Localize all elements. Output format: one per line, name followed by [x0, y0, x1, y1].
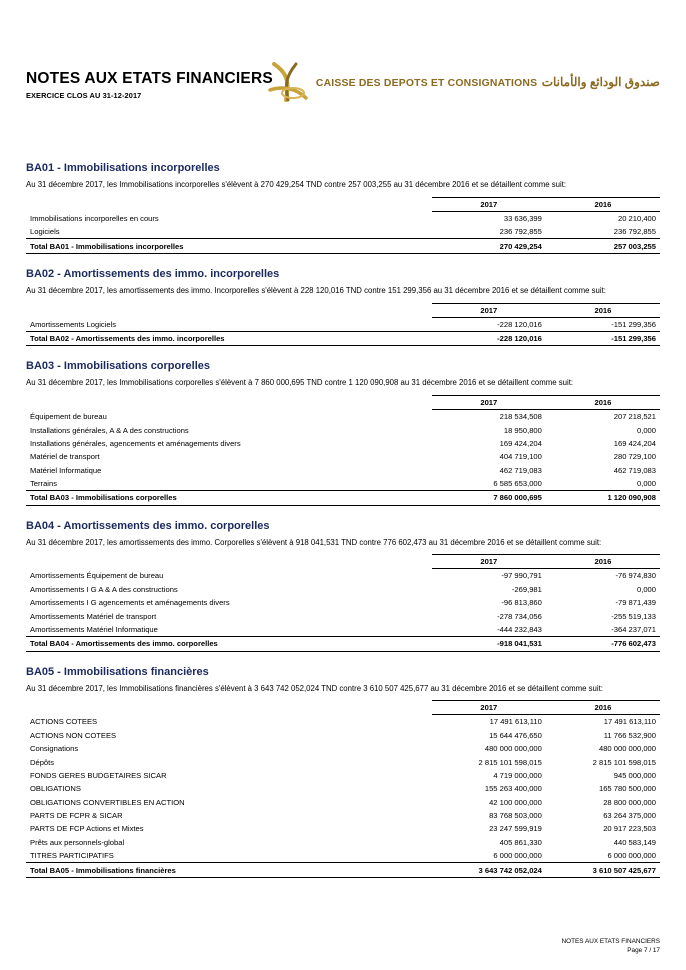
row-value-2016: 17 491 613,110	[603, 717, 656, 727]
table-header-label-cell	[26, 303, 432, 317]
column-header-2016: 2016	[546, 395, 660, 409]
table-header-row	[26, 303, 660, 317]
row-value-2016: 169 424,204	[613, 438, 656, 448]
table-row	[26, 849, 660, 863]
page-content	[26, 0, 660, 970]
row-value-2017: 6 585 653,000	[493, 479, 542, 488]
row-value-2017: 7 860 000,695	[432, 491, 546, 505]
section-intro-text: Au 31 décembre 2017, les Immobilisations financières s'élèvent à 3 643 742 052,024 TND contre 3 610 507 425,677 au 31 décembre 2016 et se détaillent comme suit:	[26, 683, 603, 693]
row-value-2016: 440 583,149	[613, 837, 656, 847]
row-value-2016: 207 218,521	[613, 412, 656, 422]
logo-text	[316, 73, 660, 91]
column-header-2016: 2016	[546, 555, 660, 569]
row-value-2017: 42 100 000,000	[489, 797, 542, 807]
row-value-2016: -76 974,830	[615, 571, 656, 581]
row-value-2016: 0,000	[636, 584, 656, 594]
note-section	[26, 520, 660, 652]
column-header-2017: 2017	[432, 555, 546, 569]
table-row	[26, 211, 660, 225]
column-header-2016: 2016	[546, 197, 660, 211]
financial-table	[26, 303, 660, 347]
row-value-2016: 0,000	[636, 425, 656, 435]
footer-page-number: Page 7 / 17	[627, 947, 660, 955]
page-title: NOTES AUX ETATS FINANCIERS	[26, 70, 273, 87]
row-value-2017: 4 719 000,000	[493, 770, 542, 780]
row-label: Installations générales, A & A des constructions	[30, 425, 189, 435]
row-label: ACTIONS NON COTEES	[30, 730, 117, 740]
section-intro-text: Au 31 décembre 2017, les Immobilisations corporelles s'élèvent à 7 860 000,695 TND contre 1 120 090,908 au 31 décembre 2016 et se détaillent comme suit:	[26, 378, 574, 388]
row-value-2017: -228 120,016	[432, 331, 546, 345]
row-value-2017: -96 813,860	[501, 598, 542, 608]
row-label: Amortissements I G agencements et aménagements divers	[30, 598, 230, 608]
table-row	[26, 317, 660, 331]
row-label: Dépôts	[30, 757, 55, 767]
row-value-2016: 6 000 000,000	[607, 851, 656, 861]
table-row	[26, 742, 660, 755]
table-row	[26, 729, 660, 742]
column-header-2016: 2016	[546, 701, 660, 715]
row-value-2017: 15 644 476,650	[489, 730, 542, 740]
table-header-row	[26, 197, 660, 211]
sections-container	[26, 162, 660, 878]
row-value-2016: 945 000,000	[613, 770, 656, 780]
row-label: Amortissements Matériel de transport	[30, 611, 157, 621]
row-value-2017: 17 491 613,110	[489, 717, 542, 727]
section-title: BA03 - Immobilisations corporelles	[26, 360, 210, 373]
row-value-2017: 270 429,254	[432, 239, 546, 253]
row-value-2017: 404 719,100	[499, 452, 542, 462]
row-value-2016: -364 237,071	[611, 624, 656, 634]
row-label: ACTIONS COTEES	[30, 717, 98, 727]
table-row	[26, 569, 660, 583]
table-row	[26, 423, 660, 436]
section-title: BA04 - Amortissements des immo. corporelles	[26, 519, 270, 532]
table-total-row	[26, 331, 660, 345]
row-value-2017: 169 424,204	[499, 438, 542, 448]
table-header-label-cell	[26, 701, 432, 715]
table-header-label-cell	[26, 395, 432, 409]
row-value-2017: -97 990,791	[501, 571, 542, 581]
row-value-2017: 33 636,399	[503, 213, 542, 223]
row-value-2017: 236 792,855	[499, 227, 542, 237]
row-label: Total BA04 - Amortissements des immo. corporelles	[26, 637, 432, 651]
page-footer	[562, 937, 660, 956]
row-label: Logiciels	[30, 227, 60, 237]
row-value-2017: 18 950,800	[503, 425, 542, 435]
table-row	[26, 225, 660, 239]
row-value-2016: -151 299,356	[546, 331, 660, 345]
financial-table	[26, 554, 660, 651]
row-value-2017: 155 263 400,000	[484, 784, 542, 794]
footer-title: NOTES AUX ETATS FINANCIERS	[561, 937, 660, 945]
row-value-2017: 218 534,508	[499, 412, 542, 422]
section-title: BA02 - Amortissements des immo. incorporelles	[26, 267, 280, 280]
row-label: Amortissements Matériel Informatique	[30, 624, 158, 634]
row-label: Consignations	[30, 744, 79, 754]
table-row	[26, 609, 660, 622]
row-value-2017: 462 719,083	[499, 465, 542, 475]
table-row	[26, 715, 660, 729]
note-section	[26, 666, 660, 878]
row-value-2017: 23 247 599,919	[489, 824, 542, 834]
row-value-2016: 462 719,083	[613, 465, 656, 475]
row-value-2016: 165 780 500,000	[598, 784, 656, 794]
row-value-2017: -918 041,531	[432, 637, 546, 651]
row-value-2017: -278 734,056	[497, 611, 542, 621]
row-label: Installations générales, agencements et aménagements divers	[30, 438, 241, 448]
row-value-2016: 236 792,855	[613, 227, 656, 237]
column-header-2017: 2017	[432, 197, 546, 211]
row-value-2016: 20 210,400	[617, 213, 656, 223]
column-header-2017: 2017	[432, 395, 546, 409]
row-label: Matériel Informatique	[30, 465, 102, 475]
financial-table	[26, 700, 660, 878]
column-header-2017: 2017	[432, 701, 546, 715]
row-label: Total BA01 - Immobilisations incorporelles	[26, 239, 432, 253]
row-value-2017: 405 861,330	[499, 837, 542, 847]
section-title: BA01 - Immobilisations incorporelles	[26, 162, 220, 174]
page-subtitle: EXERCICE CLOS AU 31-12-2017	[26, 91, 142, 101]
row-value-2016: -151 299,356	[611, 319, 656, 329]
row-label: PARTS DE FCP Actions et Mixtes	[30, 824, 144, 834]
row-label: OBLIGATIONS	[30, 784, 81, 794]
table-total-row	[26, 239, 660, 253]
table-row	[26, 795, 660, 808]
row-value-2017: 6 000 000,000	[493, 851, 542, 861]
row-value-2016: 20 917 223,503	[603, 824, 656, 834]
table-header-row	[26, 701, 660, 715]
row-value-2017: 83 768 503,000	[489, 811, 542, 820]
note-section	[26, 360, 660, 505]
logo-text-fr: CAISSE DES DEPOTS ET CONSIGNATIONS	[315, 77, 538, 89]
row-value-2016: 0,000	[636, 479, 656, 488]
section-title: BA05 - Immobilisations financières	[26, 665, 209, 678]
row-value-2017: -228 120,016	[497, 319, 542, 329]
row-value-2016: -255 519,133	[611, 611, 656, 621]
table-row	[26, 822, 660, 835]
table-row	[26, 809, 660, 822]
row-value-2017: 2 815 101 598,015	[478, 757, 542, 767]
section-intro-text: Au 31 décembre 2017, les amortissements des immo. Corporelles s'élèvent à 918 041,531 TND contre 776 602,473 au 31 décembre 2016 et se détaillent comme suit:	[26, 537, 602, 547]
table-row	[26, 463, 660, 476]
row-value-2016: -776 602,473	[546, 637, 660, 651]
table-header-row	[26, 555, 660, 569]
row-value-2016: 257 003,255	[546, 239, 660, 253]
table-row	[26, 437, 660, 450]
row-label: Total BA02 - Amortissements des immo. incorporelles	[26, 331, 432, 345]
row-value-2017: -444 232,843	[497, 624, 542, 634]
row-value-2016: 63 264 375,000	[603, 811, 656, 820]
financial-table	[26, 197, 660, 254]
row-label: Équipement de bureau	[30, 412, 107, 422]
table-total-row	[26, 637, 660, 651]
row-label: Immobilisations incorporelles en cours	[30, 213, 159, 223]
row-value-2017: 480 000 000,000	[484, 744, 542, 754]
row-label: Amortissements Logiciels	[30, 319, 117, 329]
column-header-2016: 2016	[546, 303, 660, 317]
row-label: OBLIGATIONS CONVERTIBLES EN ACTION	[30, 797, 185, 807]
row-label: Matériel de transport	[30, 452, 100, 462]
table-row	[26, 755, 660, 768]
row-value-2017: -269,981	[511, 584, 542, 594]
note-section	[26, 162, 660, 254]
table-row	[26, 623, 660, 637]
row-label: FONDS GERES BUDGETAIRES SICAR	[30, 770, 167, 780]
table-row	[26, 450, 660, 463]
table-row	[26, 583, 660, 596]
note-section	[26, 268, 660, 346]
row-label: TITRES PARTICIPATIFS	[30, 851, 114, 861]
table-header-label-cell	[26, 197, 432, 211]
section-intro-text: Au 31 décembre 2017, les amortissements des immo. Incorporelles s'élèvent à 228 120,016 TND contre 151 299,356 au 31 décembre 2016 et se détaillent comme suit:	[26, 285, 606, 295]
row-value-2016: 3 610 507 425,677	[546, 863, 660, 877]
row-value-2016: -79 871,439	[615, 598, 656, 608]
row-value-2016: 2 815 101 598,015	[592, 757, 656, 767]
table-row	[26, 769, 660, 782]
table-row	[26, 836, 660, 849]
row-value-2016: 11 766 532,900	[603, 730, 656, 740]
row-value-2017: 3 643 742 052,024	[432, 863, 546, 877]
row-value-2016: 280 729,100	[613, 452, 656, 462]
row-label: Total BA05 - Immobilisations financières	[26, 863, 432, 877]
row-label: Total BA03 - Immobilisations corporelles	[26, 491, 432, 505]
financial-table	[26, 395, 660, 506]
row-label: Amortissements I G A & A des constructions	[30, 584, 178, 594]
table-row	[26, 477, 660, 491]
table-total-row	[26, 491, 660, 505]
row-label: Terrains	[30, 479, 58, 488]
column-header-2017: 2017	[432, 303, 546, 317]
table-total-row	[26, 863, 660, 877]
document-header	[26, 0, 660, 148]
table-row	[26, 596, 660, 609]
table-header-row	[26, 395, 660, 409]
row-value-2016: 480 000 000,000	[598, 744, 656, 754]
row-label: Amortissements Équipement de bureau	[30, 571, 164, 581]
row-value-2016: 28 800 000,000	[603, 797, 656, 807]
table-header-label-cell	[26, 555, 432, 569]
section-intro-text: Au 31 décembre 2017, les Immobilisations incorporelles s'élèvent à 270 429,254 TND contre 257 003,255 au 31 décembre 2016 et se détaillent comme suit:	[26, 180, 567, 189]
logo-text-ar: صندوق الودائع والأمانات	[541, 74, 660, 89]
table-row	[26, 409, 660, 423]
row-label: PARTS DE FCPR & SICAR	[30, 811, 123, 820]
row-value-2016: 1 120 090,908	[546, 491, 660, 505]
table-row	[26, 782, 660, 795]
cdc-logo-icon	[266, 60, 310, 104]
row-label: Prêts aux personnels-global	[30, 837, 125, 847]
company-logo	[266, 60, 660, 104]
